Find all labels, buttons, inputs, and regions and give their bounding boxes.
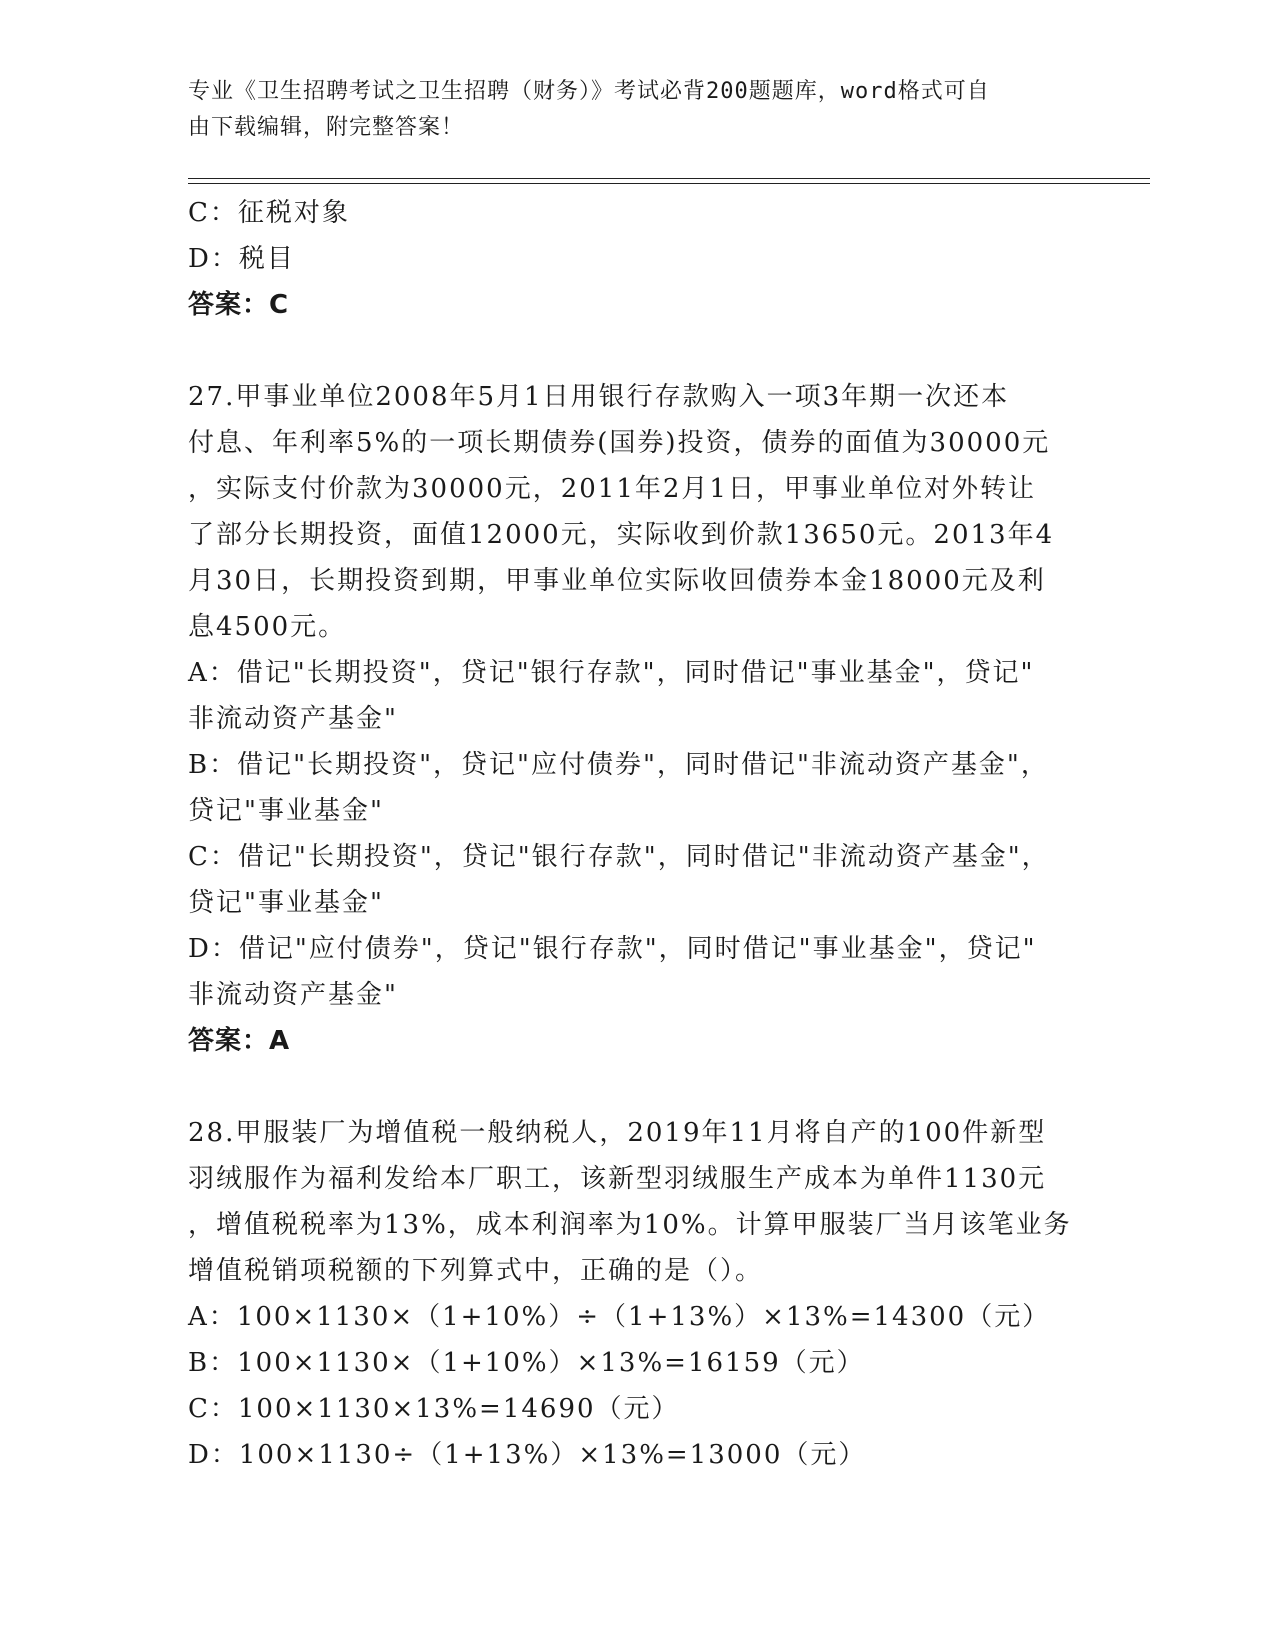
option-d: D：税目: [188, 244, 295, 274]
header-line-2: 由下载编辑，附完整答案！: [188, 115, 465, 140]
option-b-continued: 贷记"事业基金": [188, 796, 384, 826]
previous-question-tail: [188, 190, 1088, 328]
question-stem-line: 27.甲事业单位2008年5月1日用银行存款购入一项3年期一次还本: [188, 382, 1010, 412]
question-stem-line: 了部分长期投资，面值12000元，实际收到价款13650元。2013年4: [188, 520, 1055, 550]
option-a: A：100×1130×（1+10%）÷（1+13%）×13%=14300（元）: [188, 1302, 1051, 1332]
question-stem-line: 28.甲服装厂为增值税一般纳税人，2019年11月将自产的100件新型: [188, 1118, 1047, 1148]
question-28: [188, 1110, 1088, 1478]
question-27: [188, 374, 1088, 1064]
option-d: D：100×1130÷（1+13%）×13%=13000（元）: [188, 1440, 867, 1470]
option-c: C：征税对象: [188, 198, 350, 228]
spacer: [188, 1064, 1088, 1110]
question-stem-line: 月30日，长期投资到期，甲事业单位实际收回债券本金18000元及利: [188, 566, 1046, 596]
question-stem-line: ，实际支付价款为30000元，2011年2月1日，甲事业单位对外转让: [188, 474, 1036, 504]
spacer: [188, 328, 1088, 374]
header-line-1: 专业《卫生招聘考试之卫生招聘（财务）》考试必背200题题库，word格式可自: [188, 79, 990, 104]
question-stem-line: 增值税销项税额的下列算式中，正确的是（）。: [188, 1256, 764, 1286]
answer-label: 答案：A: [188, 1026, 291, 1056]
header-rule-bottom: [188, 183, 1150, 184]
document-body: [188, 190, 1088, 1478]
question-stem-line: 付息、年利率5%的一项长期债券(国券)投资，债券的面值为30000元: [188, 428, 1051, 458]
option-d-continued: 非流动资产基金": [188, 980, 398, 1010]
document-header: [188, 74, 1068, 146]
option-a-continued: 非流动资产基金": [188, 704, 398, 734]
option-c: C：借记"长期投资"，贷记"银行存款"，同时借记"非流动资产基金"，: [188, 842, 1050, 872]
header-rule-top: [188, 178, 1150, 179]
option-b: B：借记"长期投资"，贷记"应付债券"，同时借记"非流动资产基金"，: [188, 750, 1049, 780]
option-a: A：借记"长期投资"，贷记"银行存款"，同时借记"事业基金"，贷记": [188, 658, 1035, 688]
question-stem-line: 羽绒服作为福利发给本厂职工，该新型羽绒服生产成本为单件1130元: [188, 1164, 1047, 1194]
option-c-continued: 贷记"事业基金": [188, 888, 384, 918]
question-stem-line: ，增值税税率为13%，成本利润率为10%。计算甲服装厂当月该笔业务: [188, 1210, 1072, 1240]
question-stem-line: 息4500元。: [188, 612, 347, 642]
answer-label: 答案：C: [188, 290, 290, 320]
option-c: C：100×1130×13%=14690（元）: [188, 1394, 680, 1424]
option-b: B：100×1130×（1+10%）×13%=16159（元）: [188, 1348, 865, 1378]
option-d: D：借记"应付债券"，贷记"银行存款"，同时借记"事业基金"，贷记": [188, 934, 1037, 964]
